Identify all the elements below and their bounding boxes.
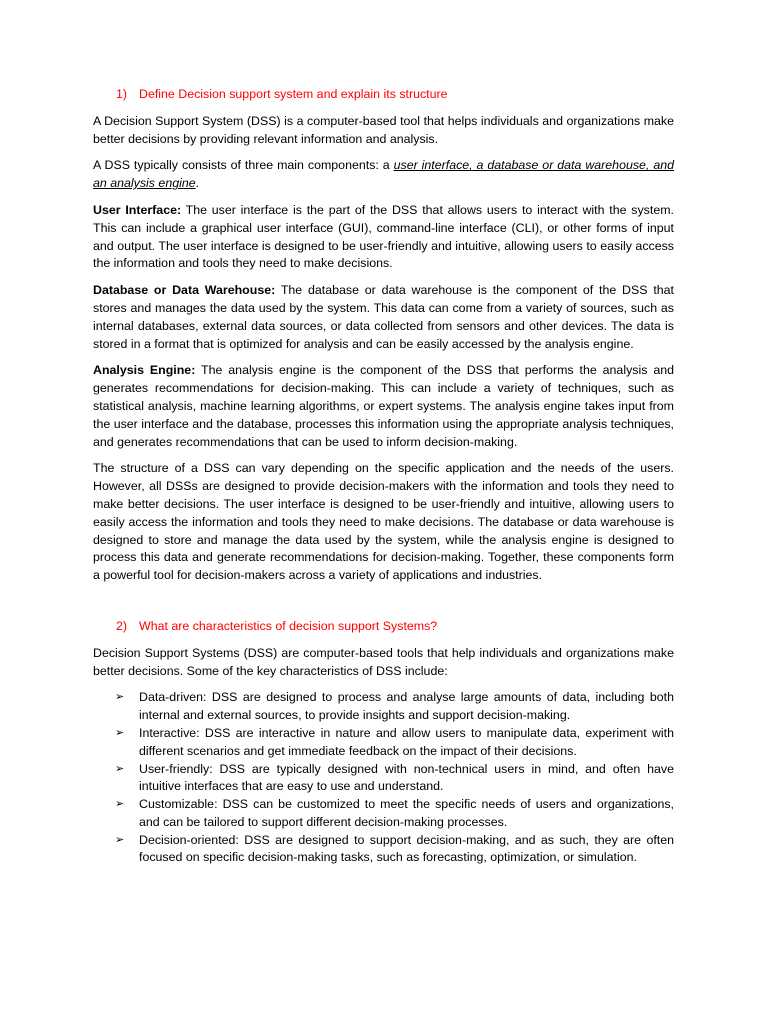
list-item-text: Interactive: DSS are interactive in nature and allow users to manipulate data, experiment with different scenarios and get immediate feedback on the impact of their decisions.: [139, 725, 674, 758]
list-item: [93, 832, 674, 868]
section-2-number: 2): [116, 618, 128, 633]
characteristics-intro-paragraph: Decision Support Systems (DSS) are computer-based tools that help individuals and organizations make better decisions. Some of the key characteristics of DSS include:: [93, 645, 674, 678]
list-item-text: Data-driven: DSS are designed to process and analyse large amounts of data, including both internal and external sources, to provide insights and support decision-making.: [139, 690, 674, 723]
database-paragraph: [93, 282, 674, 353]
components-suffix: .: [195, 176, 200, 191]
arrow-bullet-icon: ➢: [115, 691, 125, 704]
user-interface-paragraph: [93, 202, 674, 273]
characteristics-list: [93, 689, 674, 867]
user-interface-label: User Interface:: [93, 202, 182, 217]
list-item-text: Decision-oriented: DSS are designed to support decision-making, and as such, they are often focused on specific decision-making tasks, such as forecasting, optimization, or simulation.: [139, 832, 674, 865]
section-1-number: 1): [116, 87, 128, 101]
list-item: [93, 796, 674, 832]
components-emphasis: user interface, a database or data warehouse, and an analysis engine: [93, 158, 674, 191]
section-2-heading: [93, 618, 674, 636]
analysis-engine-text: The analysis engine is the component of the DSS that performs the analysis and generates recommendations for decision-making. This can include a variety of techniques, such as statistical analysis, machine learning algorithms, or expert systems. The analysis engine takes input from the user interface and the database, processes this information using the appropriate analysis techniques, and generates recommendations that can be used to inform decision-making.: [93, 363, 675, 449]
dss-intro-paragraph: A Decision Support System (DSS) is a computer-based tool that helps individuals and organizations make better decisions by providing relevant information and analysis.: [93, 113, 674, 146]
analysis-engine-label: Analysis Engine:: [93, 363, 196, 378]
list-item-text: Customizable: DSS can be customized to meet the specific needs of users and organizations, and can be tailored to support different decision-making processes.: [139, 797, 674, 829]
database-text: The database or data warehouse is the component of the DSS that stores and manages the data used by the system. This data can come from a variety of sources, such as internal databases, external data sources, or data collected from sensors and other devices. The data is stored in a format that is optimized for analysis and can be easily accessed by the analysis engine.: [93, 283, 674, 351]
list-item: [93, 725, 674, 761]
arrow-bullet-icon: ➢: [115, 833, 125, 846]
list-item: [93, 689, 674, 725]
arrow-bullet-icon: ➢: [115, 726, 125, 739]
list-item-text: User-friendly: DSS are typically designed with non-technical users in mind, and often have intuitive interfaces that are easy to use and understand.: [139, 761, 674, 794]
section-2-title: What are characteristics of decision support Systems?: [139, 618, 438, 633]
document-body: [93, 86, 674, 867]
arrow-bullet-icon: ➢: [115, 798, 125, 811]
arrow-bullet-icon: ➢: [115, 762, 125, 775]
analysis-engine-paragraph: [93, 362, 674, 451]
dss-structure-paragraph: The structure of a DSS can vary depending on the specific application and the needs of the users. However, all DSSs are designed to provide decision-makers with the information and tools they need to make better decisions. The user interface is designed to be user-friendly and intuitive, allowing users to easily access the information and tools they need to make decisions. The database or data warehouse is designed to store and manage the data used by the system, while the analysis engine is designed to process this data and generate recommendations for decision-making. Together, these components form a powerful tool for decision-makers across a variety of applications and industries.: [93, 461, 674, 583]
components-prefix: A DSS typically consists of three main components: a: [93, 158, 394, 173]
user-interface-text: The user interface is the part of the DSS that allows users to interact with the system. This can include a graphical user interface (GUI), command-line interface (CLI), or other forms of input and output. The user interface is designed to be user-friendly and intuitive, allowing users to easily access the information and tools they need to make decisions.: [93, 202, 674, 271]
database-label: Database or Data Warehouse:: [93, 283, 276, 298]
dss-components-paragraph: [93, 157, 674, 193]
list-item: [93, 761, 674, 797]
section-1-heading: [93, 86, 674, 104]
section-1-title: Define Decision support system and explain its structure: [139, 87, 448, 101]
